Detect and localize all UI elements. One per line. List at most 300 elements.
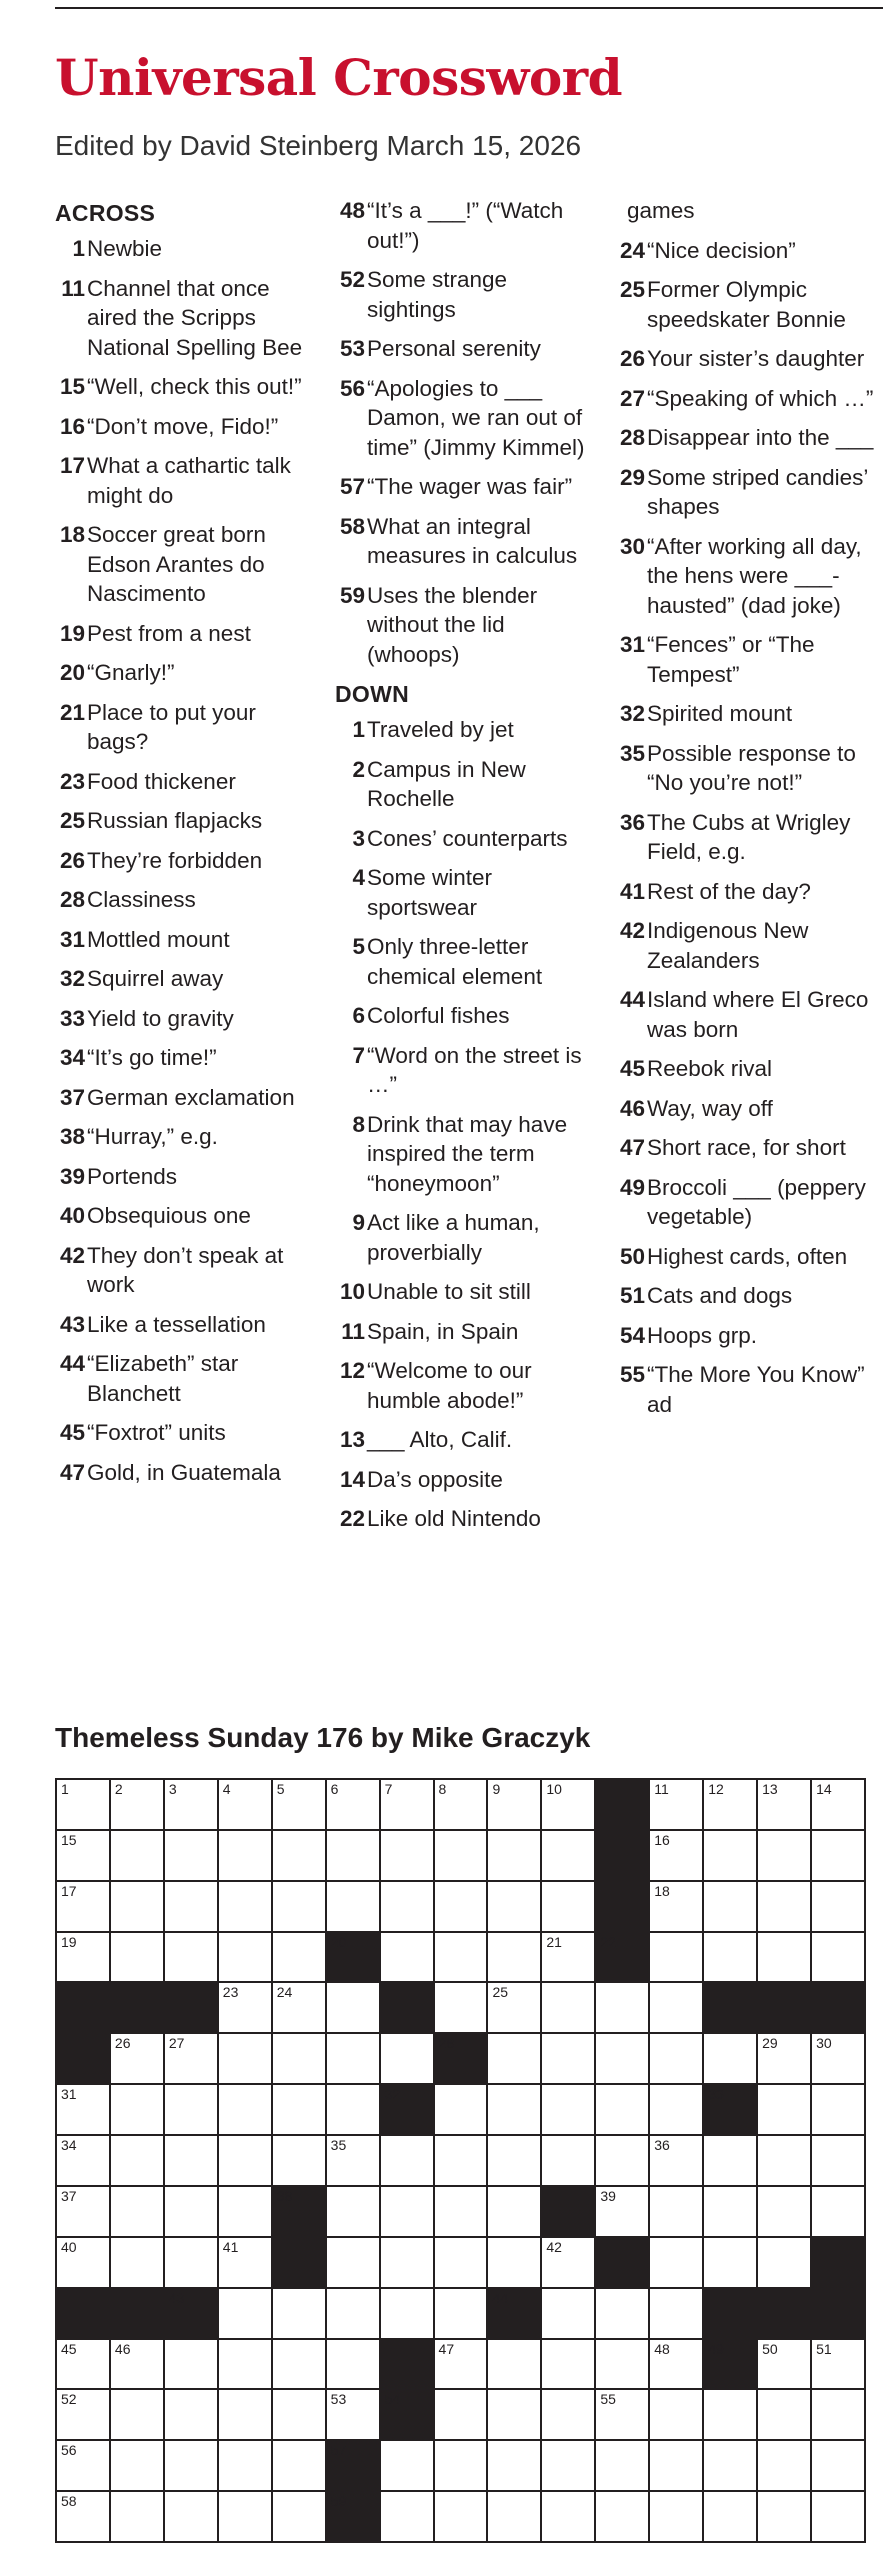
clue-number: 21 xyxy=(59,699,85,725)
grid-cell[interactable] xyxy=(758,2136,810,2185)
grid-cell[interactable] xyxy=(57,2340,109,2389)
grid-cell[interactable] xyxy=(219,1933,271,1982)
grid-cell[interactable] xyxy=(273,2492,325,2541)
grid-cell[interactable] xyxy=(273,2136,325,2185)
across-clue xyxy=(55,1004,317,1034)
grid-cell[interactable] xyxy=(165,1933,217,1982)
grid-cell[interactable] xyxy=(273,2034,325,2083)
clue-text: Disappear into the ___ xyxy=(647,425,874,450)
clue-number: 6 xyxy=(352,1003,365,1028)
grid-cell[interactable] xyxy=(435,2289,487,2338)
clue-text: Cones’ counterparts xyxy=(367,825,568,851)
clue-number: 56 xyxy=(339,375,365,401)
grid-cell[interactable] xyxy=(273,1831,325,1880)
top-rule xyxy=(55,7,883,9)
down-clue xyxy=(335,863,597,922)
grid-cell[interactable] xyxy=(488,2136,540,2185)
grid-cell[interactable] xyxy=(758,1882,810,1931)
grid-cell[interactable] xyxy=(488,1780,540,1829)
across-clue xyxy=(55,1241,317,1300)
grid-cell[interactable] xyxy=(327,2238,379,2287)
grid-cell[interactable] xyxy=(381,1780,433,1829)
grid-cell[interactable] xyxy=(165,1780,217,1829)
grid-cell[interactable] xyxy=(650,2187,702,2236)
grid-cell[interactable] xyxy=(57,1831,109,1880)
grid-cell[interactable] xyxy=(542,1831,594,1880)
grid-cell[interactable] xyxy=(435,2238,487,2287)
grid-cell[interactable] xyxy=(650,2136,702,2185)
cell-number: 41 xyxy=(222,2238,239,2255)
across-clue xyxy=(335,512,597,571)
clue-number: 55 xyxy=(619,1362,645,1387)
across-clue xyxy=(335,581,597,670)
grid-cell[interactable] xyxy=(488,2390,540,2439)
grid-cell[interactable] xyxy=(650,2492,702,2541)
down-clue xyxy=(615,1321,877,1351)
grid-cell[interactable] xyxy=(650,1831,702,1880)
grid-cell[interactable] xyxy=(596,2492,648,2541)
grid-cell[interactable] xyxy=(650,2085,702,2134)
clue-number: 53 xyxy=(339,336,365,361)
grid-cell[interactable] xyxy=(488,2238,540,2287)
grid-cell[interactable] xyxy=(758,2187,810,2236)
clue-number: 50 xyxy=(619,1243,645,1269)
grid-cell[interactable] xyxy=(381,2034,433,2083)
clue-number: 30 xyxy=(619,533,645,559)
grid-cell[interactable] xyxy=(758,2492,810,2541)
down-clue xyxy=(615,1281,877,1311)
grid-cell[interactable] xyxy=(381,1882,433,1931)
grid-cell[interactable] xyxy=(57,2085,109,2134)
down-clue xyxy=(615,739,877,798)
grid-cell[interactable] xyxy=(542,2441,594,2490)
black-square xyxy=(704,2085,756,2134)
cell-number: 28 xyxy=(438,2035,455,2052)
clue-number: 17 xyxy=(59,453,85,478)
clue-number: 45 xyxy=(619,1056,645,1081)
grid-cell[interactable] xyxy=(704,2492,756,2541)
grid-cell[interactable] xyxy=(273,1882,325,1931)
grid-cell[interactable] xyxy=(650,1882,702,1931)
grid-cell[interactable] xyxy=(57,1780,109,1829)
grid-cell[interactable] xyxy=(435,2441,487,2490)
down-clue xyxy=(615,1094,877,1124)
across-clue xyxy=(335,472,597,502)
cell-number: 56 xyxy=(61,2442,77,2459)
clue-text: “Speaking of which …” xyxy=(647,385,874,411)
grid-cell[interactable] xyxy=(111,2238,163,2287)
grid-cell[interactable] xyxy=(165,2136,217,2185)
cell-number: 4 xyxy=(222,1781,231,1797)
grid-cell[interactable] xyxy=(219,1780,271,1829)
grid-cell[interactable] xyxy=(219,1831,271,1880)
grid-cell[interactable] xyxy=(435,1882,487,1931)
clue-text: “Apologies to ___ Damon, we ran out of time” (Jimmy Kimmel) xyxy=(367,375,585,460)
grid-cell[interactable] xyxy=(650,2390,702,2439)
grid-cell[interactable] xyxy=(435,1933,487,1982)
grid-cell[interactable] xyxy=(219,2289,271,2338)
grid-cell[interactable] xyxy=(57,2238,109,2287)
grid-cell[interactable] xyxy=(542,2289,594,2338)
clue-text: What an integral measures in calculus xyxy=(367,513,578,568)
clue-text: They’re forbidden xyxy=(87,847,263,873)
grid-cell[interactable] xyxy=(812,2187,864,2236)
cell-number: 21 xyxy=(546,1933,562,1950)
grid-cell[interactable] xyxy=(758,1780,810,1829)
cell-number: 55 xyxy=(600,2391,616,2408)
grid-cell[interactable] xyxy=(381,1933,433,1982)
grid-cell[interactable] xyxy=(381,2492,433,2541)
grid-cell[interactable] xyxy=(542,2390,594,2439)
grid-cell[interactable] xyxy=(381,2289,433,2338)
grid-cell[interactable] xyxy=(57,1882,109,1931)
clue-column-1 xyxy=(55,196,317,1497)
clue-number: 15 xyxy=(59,374,85,399)
grid-cell[interactable] xyxy=(758,2085,810,2134)
grid-cell[interactable] xyxy=(165,1831,217,1880)
grid-cell[interactable] xyxy=(435,2340,487,2389)
grid-cell[interactable] xyxy=(273,2441,325,2490)
grid-cell[interactable] xyxy=(57,2390,109,2439)
grid-cell[interactable] xyxy=(596,2441,648,2490)
grid-cell[interactable] xyxy=(165,1882,217,1931)
grid-cell[interactable] xyxy=(650,2034,702,2083)
grid-cell[interactable] xyxy=(542,1780,594,1829)
down-clue xyxy=(615,196,877,226)
grid-cell[interactable] xyxy=(704,2187,756,2236)
black-square xyxy=(812,2289,864,2338)
grid-cell[interactable] xyxy=(165,2340,217,2389)
grid-cell[interactable] xyxy=(111,2340,163,2389)
grid-cell[interactable] xyxy=(435,2136,487,2185)
clue-text: Indigenous New Zealanders xyxy=(647,918,809,973)
clue-text: Newbie xyxy=(87,236,163,261)
grid-cell[interactable] xyxy=(542,2238,594,2287)
black-square xyxy=(273,2238,325,2287)
grid-cell[interactable] xyxy=(488,2340,540,2389)
grid-cell[interactable] xyxy=(165,2390,217,2439)
grid-cell[interactable] xyxy=(111,2034,163,2083)
clue-text: “Foxtrot” units xyxy=(87,1420,226,1445)
clue-text: Classiness xyxy=(87,887,196,912)
grid-cell[interactable] xyxy=(542,2492,594,2541)
cell-number: 58 xyxy=(61,2493,77,2510)
grid-cell[interactable] xyxy=(57,2136,109,2185)
grid-cell[interactable] xyxy=(111,2390,163,2439)
clue-text: Some strange sightings xyxy=(367,267,508,322)
grid-cell[interactable] xyxy=(165,2034,217,2083)
cell-number: 37 xyxy=(61,2187,77,2204)
grid-cell[interactable] xyxy=(704,2238,756,2287)
across-clue xyxy=(55,1349,317,1408)
grid-cell[interactable] xyxy=(165,2187,217,2236)
grid-cell[interactable] xyxy=(327,2187,379,2236)
grid-cell[interactable] xyxy=(542,1983,594,2032)
grid-cell[interactable] xyxy=(542,1933,594,1982)
clue-text: Place to put your bags? xyxy=(87,699,256,754)
grid-cell[interactable] xyxy=(435,2187,487,2236)
cell-number: 47 xyxy=(438,2340,455,2357)
across-clue xyxy=(55,658,317,688)
grid-cell[interactable] xyxy=(704,1831,756,1880)
grid-cell[interactable] xyxy=(273,2340,325,2389)
grid-cell[interactable] xyxy=(219,2340,271,2389)
grid-cell[interactable] xyxy=(273,2289,325,2338)
grid-cell[interactable] xyxy=(488,2034,540,2083)
grid-cell[interactable] xyxy=(758,2034,810,2083)
grid-cell[interactable] xyxy=(704,2034,756,2083)
across-clue xyxy=(55,451,317,510)
grid-cell[interactable] xyxy=(165,2085,217,2134)
across-clue xyxy=(55,1310,317,1340)
black-square xyxy=(111,1983,163,2032)
grid-cell[interactable] xyxy=(704,1882,756,1931)
cell-number: 22 xyxy=(600,1933,616,1950)
grid-cell[interactable] xyxy=(596,2034,648,2083)
down-clue xyxy=(615,1054,877,1084)
grid-cell[interactable] xyxy=(650,1983,702,2032)
grid-cell[interactable] xyxy=(542,2340,594,2389)
grid-cell[interactable] xyxy=(704,2441,756,2490)
grid-cell[interactable] xyxy=(111,1780,163,1829)
clue-text: Spain, in Spain xyxy=(367,1318,519,1344)
grid-cell[interactable] xyxy=(542,1882,594,1931)
grid-cell[interactable] xyxy=(327,1780,379,1829)
cell-number: 38 xyxy=(276,2187,293,2204)
grid-cell[interactable] xyxy=(542,2136,594,2185)
grid-cell[interactable] xyxy=(381,2187,433,2236)
clue-text: Former Olympic speedskater Bonnie xyxy=(647,277,846,332)
clue-text: The Cubs at Wrigley Field, e.g. xyxy=(647,809,851,864)
grid-cell[interactable] xyxy=(165,2238,217,2287)
black-square xyxy=(435,2034,487,2083)
grid-cell[interactable] xyxy=(111,2441,163,2490)
clue-text: Short race, for short xyxy=(647,1135,846,1160)
grid-cell[interactable] xyxy=(488,2085,540,2134)
grid-cell[interactable] xyxy=(812,1933,864,1982)
grid-cell[interactable] xyxy=(758,1933,810,1982)
clue-number: 11 xyxy=(61,275,85,301)
grid-cell[interactable] xyxy=(219,2238,271,2287)
across-clue xyxy=(55,619,317,649)
grid-cell[interactable] xyxy=(812,2441,864,2490)
grid-cell[interactable] xyxy=(704,2136,756,2185)
grid-cell[interactable] xyxy=(650,1933,702,1982)
clue-number: 59 xyxy=(339,582,365,608)
down-clue xyxy=(335,824,597,854)
grid-cell[interactable] xyxy=(273,1780,325,1829)
cell-number: 52 xyxy=(61,2391,77,2408)
grid-cell[interactable] xyxy=(435,1780,487,1829)
clue-number: 29 xyxy=(619,464,645,490)
clue-number: 11 xyxy=(341,1318,365,1344)
cell-number: 24 xyxy=(276,1984,293,2001)
grid-cell[interactable] xyxy=(219,2187,271,2236)
grid-cell[interactable] xyxy=(488,1831,540,1880)
clue-text: “Fences” or “The Tempest” xyxy=(647,632,815,687)
across-clue xyxy=(55,520,317,609)
grid-cell[interactable] xyxy=(111,1831,163,1880)
clue-text: “The wager was fair” xyxy=(367,474,573,499)
black-square xyxy=(381,2340,433,2389)
grid-cell[interactable] xyxy=(758,2340,810,2389)
grid-cell[interactable] xyxy=(111,1882,163,1931)
clue-number: 12 xyxy=(339,1358,365,1383)
grid-cell[interactable] xyxy=(542,2085,594,2134)
grid-cell[interactable] xyxy=(219,2136,271,2185)
grid-cell[interactable] xyxy=(812,2492,864,2541)
grid-cell[interactable] xyxy=(327,1983,379,2032)
grid-cell[interactable] xyxy=(812,2390,864,2439)
grid-cell[interactable] xyxy=(435,2085,487,2134)
grid-cell[interactable] xyxy=(596,2289,648,2338)
grid-cell[interactable] xyxy=(111,2085,163,2134)
clue-text: “Welcome to our humble abode!” xyxy=(367,1358,532,1413)
grid-cell[interactable] xyxy=(812,2340,864,2389)
down-clue xyxy=(615,1360,877,1419)
clue-text: Some striped candies’ shapes xyxy=(647,464,868,519)
grid-cell[interactable] xyxy=(111,1933,163,1982)
black-square xyxy=(381,2390,433,2439)
grid-cell[interactable] xyxy=(596,2136,648,2185)
grid-cell[interactable] xyxy=(273,1933,325,1982)
grid-cell[interactable] xyxy=(219,1882,271,1931)
grid-cell[interactable] xyxy=(650,2340,702,2389)
grid-cell[interactable] xyxy=(596,1983,648,2032)
across-clue xyxy=(55,846,317,876)
clue-number: 19 xyxy=(59,620,85,646)
black-square xyxy=(812,2238,864,2287)
grid-cell[interactable] xyxy=(596,2187,648,2236)
grid-cell[interactable] xyxy=(488,2187,540,2236)
down-clue xyxy=(335,1041,597,1100)
grid-cell[interactable] xyxy=(812,1780,864,1829)
grid-cell[interactable] xyxy=(758,2238,810,2287)
grid-cell[interactable] xyxy=(219,2085,271,2134)
grid-cell[interactable] xyxy=(650,2238,702,2287)
grid-cell[interactable] xyxy=(57,2441,109,2490)
grid-cell[interactable] xyxy=(165,2441,217,2490)
grid-cell[interactable] xyxy=(758,2390,810,2439)
down-clue xyxy=(335,1110,597,1199)
grid-cell[interactable] xyxy=(381,2136,433,2185)
cell-number: 36 xyxy=(654,2137,670,2154)
grid-cell[interactable] xyxy=(650,2441,702,2490)
clue-text: Russian flapjacks xyxy=(87,808,263,833)
clue-text: German exclamation xyxy=(87,1084,295,1110)
down-clue xyxy=(615,630,877,689)
grid-cell[interactable] xyxy=(812,1831,864,1880)
grid-cell[interactable] xyxy=(327,1882,379,1931)
cell-number: 31 xyxy=(61,2086,77,2103)
down-clue xyxy=(615,1173,877,1232)
grid-cell[interactable] xyxy=(812,2085,864,2134)
grid-cell[interactable] xyxy=(381,2238,433,2287)
grid-cell[interactable] xyxy=(812,2136,864,2185)
clue-number: 39 xyxy=(59,1163,85,1189)
grid-cell[interactable] xyxy=(704,1933,756,1982)
grid-cell[interactable] xyxy=(650,2289,702,2338)
grid-cell[interactable] xyxy=(219,2441,271,2490)
grid-cell[interactable] xyxy=(596,2085,648,2134)
grid-cell[interactable] xyxy=(327,2136,379,2185)
grid-cell[interactable] xyxy=(488,2441,540,2490)
across-clue xyxy=(55,1122,317,1152)
grid-cell[interactable] xyxy=(57,2187,109,2236)
cell-number: 7 xyxy=(384,1781,393,1797)
grid-cell[interactable] xyxy=(381,1831,433,1880)
grid-cell[interactable] xyxy=(327,2390,379,2439)
cell-number: 48 xyxy=(654,2340,670,2357)
clue-number: 7 xyxy=(352,1042,365,1068)
grid-cell[interactable] xyxy=(704,1780,756,1829)
clue-text: Da’s opposite xyxy=(367,1466,503,1492)
grid-cell[interactable] xyxy=(273,1983,325,2032)
grid-cell[interactable] xyxy=(435,2390,487,2439)
grid-cell[interactable] xyxy=(596,2340,648,2389)
grid-cell[interactable] xyxy=(57,1933,109,1982)
black-square xyxy=(57,2289,109,2338)
clue-number: 51 xyxy=(619,1283,645,1308)
clue-number: 44 xyxy=(619,987,645,1012)
grid-cell[interactable] xyxy=(704,2390,756,2439)
grid-cell[interactable] xyxy=(165,2492,217,2541)
grid-cell[interactable] xyxy=(327,2034,379,2083)
grid-cell[interactable] xyxy=(57,2492,109,2541)
grid-cell[interactable] xyxy=(488,1882,540,1931)
down-clue xyxy=(335,1208,597,1267)
grid-cell[interactable] xyxy=(596,2390,648,2439)
grid-cell[interactable] xyxy=(111,2492,163,2541)
grid-cell[interactable] xyxy=(327,2289,379,2338)
clue-text: Yield to gravity xyxy=(87,1005,234,1031)
cell-number: 50 xyxy=(762,2340,778,2357)
grid-cell[interactable] xyxy=(435,1983,487,2032)
clue-number: 41 xyxy=(619,878,645,904)
grid-cell[interactable] xyxy=(273,2085,325,2134)
grid-cell[interactable] xyxy=(381,2441,433,2490)
clue-number: 57 xyxy=(339,474,365,499)
grid-cell[interactable] xyxy=(758,2441,810,2490)
grid-cell[interactable] xyxy=(435,1831,487,1880)
cell-number: 40 xyxy=(61,2238,77,2255)
grid-cell[interactable] xyxy=(273,2390,325,2439)
grid-cell[interactable] xyxy=(488,1933,540,1982)
grid-cell[interactable] xyxy=(111,2187,163,2236)
grid-cell[interactable] xyxy=(650,1780,702,1829)
grid-cell[interactable] xyxy=(327,2085,379,2134)
grid-cell[interactable] xyxy=(488,1983,540,2032)
clue-text: Uses the blender without the lid (whoops) xyxy=(367,582,538,667)
clue-number: 20 xyxy=(59,660,85,685)
grid-cell[interactable] xyxy=(488,2492,540,2541)
grid-cell[interactable] xyxy=(327,1831,379,1880)
grid-cell[interactable] xyxy=(219,2390,271,2439)
grid-cell[interactable] xyxy=(435,2492,487,2541)
grid-cell[interactable] xyxy=(327,2340,379,2389)
clue-number: 13 xyxy=(339,1427,365,1452)
grid-cell[interactable] xyxy=(219,2034,271,2083)
grid-cell[interactable] xyxy=(812,2034,864,2083)
clue-number: 49 xyxy=(619,1174,645,1200)
across-clue xyxy=(55,412,317,442)
grid-cell[interactable] xyxy=(812,1882,864,1931)
grid-cell[interactable] xyxy=(111,2136,163,2185)
grid-cell[interactable] xyxy=(542,2034,594,2083)
grid-cell[interactable] xyxy=(758,1831,810,1880)
grid-cell[interactable] xyxy=(219,2492,271,2541)
grid-cell[interactable] xyxy=(219,1983,271,2032)
